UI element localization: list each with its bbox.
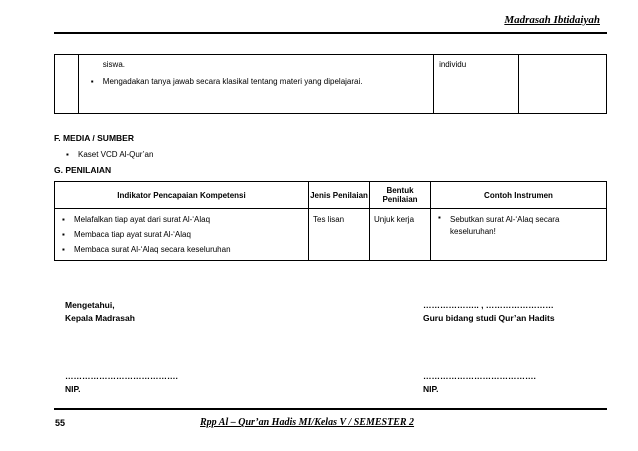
table-cell: [518, 55, 606, 114]
sig-text: NIP.: [65, 384, 81, 394]
table-cell: [78, 55, 433, 114]
column-header: Bentuk Penilaian: [370, 182, 431, 209]
list-item: ▪ Kaset VCD Al-Qur’an: [62, 147, 153, 162]
column-header: Indikator Pencapaian Kompetensi: [55, 182, 309, 209]
list-item: ▪ Sebutkan surat Al-‘Alaq secara keseluruhan!: [434, 212, 602, 238]
sig-text: ………………………………….: [65, 371, 178, 381]
signature-right-header: [423, 299, 555, 325]
table-cell: Unjuk kerja: [370, 209, 431, 261]
sig-text: NIP.: [423, 384, 439, 394]
sig-text: Guru bidang studi Qur’an Hadits: [423, 313, 555, 323]
assessment-table: [54, 181, 607, 261]
media-list: [62, 147, 153, 162]
signature-right-name: [423, 370, 536, 396]
table-cell: [431, 209, 607, 261]
section-heading-media: F. MEDIA / SUMBER: [54, 133, 134, 143]
table-cell: [55, 209, 309, 261]
table-cell: individu: [434, 55, 519, 114]
signature-left-header: [65, 299, 135, 325]
list-item: ▪ Melafalkan tiap ayat dari surat Al-‘Alaq: [58, 212, 305, 227]
footer-rule: [54, 408, 607, 410]
list-item: ▪ Membaca tiap ayat surat Al-‘Alaq: [58, 227, 305, 242]
sig-text: ………………………………….: [423, 371, 536, 381]
table-cell: Tes lisan: [309, 209, 370, 261]
column-header: Contoh Instrumen: [431, 182, 607, 209]
table-cell: [55, 55, 79, 114]
signature-left-name: [65, 370, 178, 396]
header-title: Madrasah Ibtidaiyah: [504, 14, 600, 26]
footer-title: Rpp Al – Qur’an Hadis MI/Kelas V / SEMESTER 2: [200, 417, 415, 428]
header-rule: [54, 32, 607, 34]
sig-text: Kepala Madrasah: [65, 313, 135, 323]
list-item: ▪ Membaca surat Al-‘Alaq secara keseluruhan: [58, 242, 305, 257]
activity-table: [54, 54, 607, 114]
column-header: Jenis Penilaian: [309, 182, 370, 209]
sig-text: Mengetahui,: [65, 300, 115, 310]
section-heading-penilaian: G. PENILAIAN: [54, 165, 112, 175]
sig-text: ……………….. , ……………………: [423, 300, 554, 310]
continued-text: siswa.: [102, 60, 126, 69]
page-number: 55: [55, 418, 66, 428]
list-item: ▪ Mengadakan tanya jawab secara klasikal tentang materi yang dipelajarai.: [87, 74, 427, 89]
